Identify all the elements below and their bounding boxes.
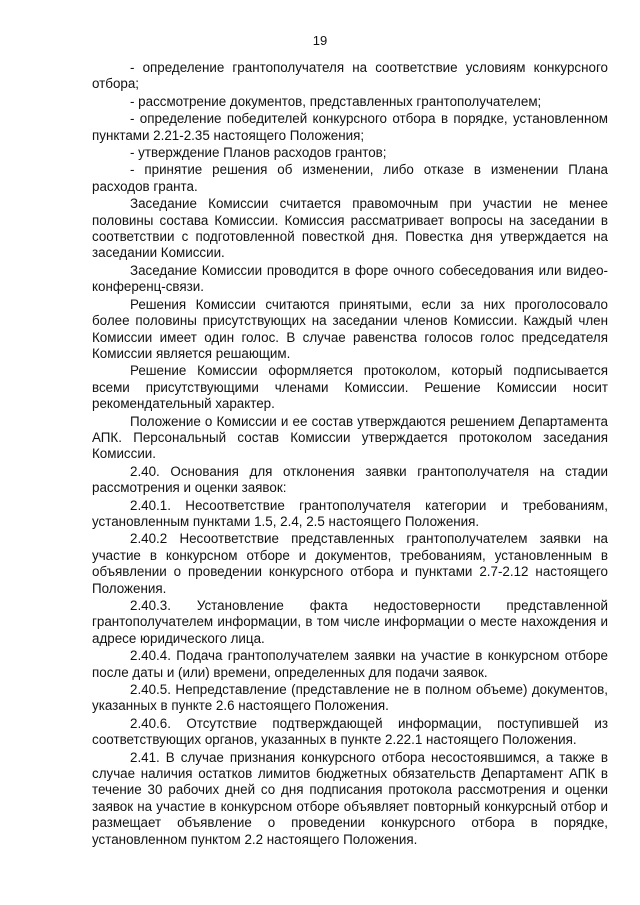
paragraph-meeting-format: Заседание Комиссии проводится в форе очного собеседования или видео-конференц-связи.: [92, 262, 608, 295]
clause-2-40-2: 2.40.2 Несоответствие представленных грантополучателем заявки на участие в конкурсном отборе и документов, требованиям, установленным в объявлении о проведении конкурсного отбора и пунктами 2.7-2.12 настоящего Положения.: [92, 531, 608, 596]
list-item-expense-plan-change: - принятие решения об изменении, либо отказе в изменении Плана расходов гранта.: [92, 162, 608, 194]
list-item-expense-plans-approval: - утверждение Планов расходов грантов;: [130, 145, 387, 161]
list-item-grantee-compliance: - определение грантополучателя на соответствие условиям конкурсного отбора;: [92, 60, 608, 92]
paragraph-commission-regulation: Положение о Комиссии и ее состав утверждаются решением Департамента АПК. Персональный состав Комиссии утверждается протоколом заседания Комиссии.: [92, 413, 608, 462]
clause-2-40-3: 2.40.3. Установление факта недостоверности представленной грантополучателем информации, в том числе информации о месте нахождения и адресе юридического лица.: [92, 598, 608, 646]
clause-2-40-6: 2.40.6. Отсутствие подтверждающей информации, поступившей из соответствующих органов, указанных в пункте 2.22.1 настоящего Положения.: [92, 715, 608, 748]
clause-2-40-5: 2.40.5. Непредставление (представление не в полном объеме) документов, указанных в пункте 2.6 настоящего Положения.: [92, 682, 608, 714]
paragraph-protocol: Решение Комиссии оформляется протоколом, который подписывается всеми присутствующими членами Комиссии. Решение Комиссии носит рекомендательный характер.: [92, 363, 608, 412]
clause-2-41: 2.41. В случае признания конкурсного отбора несостоявшимся, а также в случае наличия остатков лимитов бюджетных обязательств Департамент АПК в течение 30 рабочих дней со дня подписания протокола рассмотрения и оценки заявок на участие в конкурсном отборе объявляет повторный конкурсный отбор и размещает объявление о проведении конкурсного отбора в порядке, установленном пунктом 2.2 настоящего Положения.: [92, 749, 608, 847]
page-number: 19: [312, 33, 328, 48]
list-item-documents-review: - рассмотрение документов, представленных грантополучателем;: [130, 93, 542, 109]
clause-2-40: 2.40. Основания для отклонения заявки грантополучателя на стадии рассмотрения и оценки заявок:: [92, 463, 608, 496]
paragraph-quorum: Заседание Комиссии считается правомочным при участии не менее половины состава Комиссии. Комиссия рассматривает вопросы на заседании в соответствии с подготовленной повесткой дня. Повестка дня утверждается на заседании Комиссии.: [92, 196, 608, 261]
clause-2-40-1: 2.40.1. Несоответствие грантополучателя категории и требованиям, установленным пунктами 1.5, 2.4, 2.5 настоящего Положения.: [92, 497, 608, 529]
list-item-winners-determination: - определение победителей конкурсного отбора в порядке, установленном пунктами 2.21-2.35 настоящего Положения;: [92, 111, 608, 143]
clause-2-40-4: 2.40.4. Подача грантополучателем заявки на участие в конкурсном отборе после даты и (или) времени, определенных для подачи заявок.: [92, 648, 608, 680]
document-body: [92, 60, 608, 849]
paragraph-voting: Решения Комиссии считаются принятыми, если за них проголосовало более половины присутствующих на заседании членов Комиссии. Каждый член Комиссии имеет один голос. В случае равенства голосов голос председателя Комиссии является решающим.: [92, 296, 608, 361]
